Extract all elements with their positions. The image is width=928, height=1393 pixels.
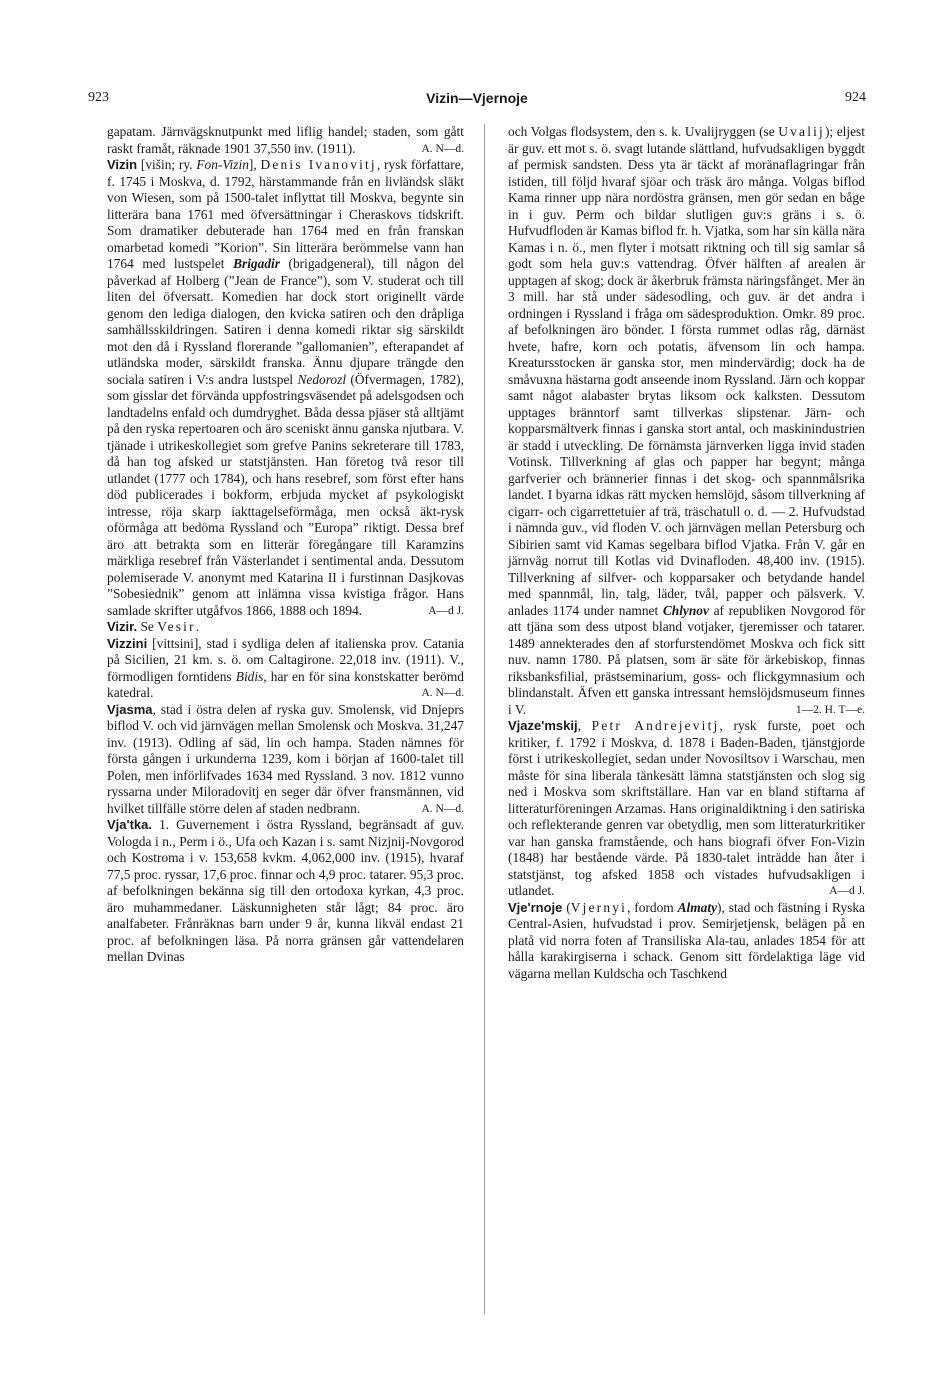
entry-continuation: gapatam. Järnvägsknutpunkt med liflig handel; staden, som gått raskt framåt, räknade 1901 37,550 inv. (1911). A. N—d. [107,124,464,156]
headword: Vje'rnoje [508,899,563,915]
entry-vjatka-continued: och Volgas flodsystem, den s. k. Uvalijryggen (se Uvalij); eljest är guv. ett mot s. ö. svagt lutande slättland, hufvudsakligen byggdt af permisk sandsten. Dess yta är täckt af moränaflagringar från istiden, till följd hvaraf sjöar och träsk äro många. Volgas biflod Kama rinner upp nära nordöstra gränsen, men gör sedan en båge in i guv. Perm och bildar slutligen guv:s gräns i s. ö. Hufvudfloden är Kamas biflod fr. h. Vjatka, som har sin källa nära Kamas i n. ö., men flyter i motsatt riktning och till sig samlar så godt som hela guv:s vattendrag. Öfver hälften af arealen är upptagen af skog; dock är åkerbruk främsta näringsfånget. Mer än 3 mill. har stå under sädesodling, och guv. är det andra i ordningen i Ryssland i fråga om sädesproduktion. Omkr. 89 proc. af befolkningen äro bönder. I första rummet odlas råg, därnäst hvete, hafre, korn och potatis, äfvensom lin och hampa. Kreatursstocken är ganska stor, men mindervärdig; dock ha de småvuxna hästarna godt anseende inom Ryssland. Järn och koppar samt något alabaster brytas liksom ock kalksten. Dessutom upptages bränntorf samt tillverkas slipstenar. Järn- och kopparsmältverk finnas i ganska stort antal, och maskinindustrien är stadd i utveckling. De förnämsta järnverken ligga invid staden Votinsk. Tillverkning af glas och papper har begynt; många garfverier och brännerier finnas i det skog- och spannmålsrika landet. I byarna idkas rätt mycken hemslöjd, såsom tillverkning af cigarr- och cigarrettetuier af trä, träschatull o. d. — 2. Hufvudstad i nämnda guv., vid floden V. och järnvägen mellan Petersburg och Sibirien samt vid Kamas segelbara biflod Vjatka. Från V. går en järnväg norrut till Kotlas vid Dvinafloden. 48,400 inv. (1915). Tillverkning af silfver- och kopparsaker och betydande handel med spannmål, lin, talg, läder, tvål, papper och pälsverk. V. anlades 1174 under namnet Chlynov af republiken Novgorod för att tjäna som dess utpost bland votjaker, tjeremisser och tatarer. 1489 annekterades den af storfurstendömet Moskva och fick sitt nuv. namn 1780. På platsen, som är säte för ärkebiskop, finnas riksbanksfilial, prästseminarium, goss- och flickgymnasium och blindanstalt. Äfven ett ganska intressant hemslöjdsmuseum finnes i V. 1—2. H. T—e. [508,124,865,717]
page-header [88,90,866,112]
entry-vjatka: Vja'tka. 1. Guvernement i östra Ryssland, begränsadt af guv. Vologda i n., Perm i ö., Ufa och Kazan i s. samt Nizjnij-Novgorod och Kostroma i v. 153,658 kvkm. 4,062,000 inv. (1915), hvaraf 77,5 proc. ryssar, 17,6 proc. finnar och 4,9 proc. tatarer. 95,3 proc. af befolkningen bekänna sig till den ortodoxa kyrkan, 4,3 proc. äro muhammedaner. Läskunnigheten står lågt; 84 proc. äro analfabeter. Frånräknas barn under 9 år, kunna likväl endast 21 proc. af befolkningen läsa. På norra gränsen går vattendelaren mellan Dvinas [107,817,464,964]
author-signature: A. N—d. [421,802,464,815]
column-divider [484,124,485,1314]
left-column [107,124,464,966]
entry-vizir: Vizir. Se Vesir. [107,619,200,634]
page-number-left: 923 [88,90,109,105]
author-signature: A. N—d. [421,142,464,155]
page-number-right: 924 [845,90,866,105]
entry-vjazemskij: Vjaze'mskij, Petr Andrejevitj, rysk furste, poet och kritiker, f. 1792 i Moskva, d. 1878 i Baden-Baden, tjänstgjorde först i utrikeskollegiet, sedan under Novosiltsov i Warschau, men måste för sina liberala tänkesätt lämna statstjänsten och slog sig ned i Moskva som skriftställare. Han var en bland stiftarna af litteraturföreningen Arzamas. Hans originaldiktning i den satiriska och reflekterande genren var obetydlig, men som litteraturkritiker var han ganska framstående, och hans biografi öfver Fon-Vizin (1848) har bestående värde. På 1830-talet inträdde han åter i statstjänst, tog afsked 1858 och vistades hufvudsakligen i utlandet. A—d J. [508,718,865,898]
headword: Vjaze'mskij [508,718,578,733]
entry-vjernoje: Vje'rnoje (Vjernyi, fordom Almaty), stad och fästning i Ryska Central-Asien, hufvudstad i prov. Semirjetjensk, belägen på en platå vid norra foten af Transiliska Ala-tau, anlades 1854 för att hålla karakirgiserna i schack. Genom sitt fördelaktiga läge vid vägarna mellan Kuldscha och Taschkend [508,899,865,981]
entry-vizzini: Vizzini [vittsini], stad i sydliga delen af italienska prov. Catania på Sicilien, 21 km. s. ö. om Caltagirone. 22,018 inv. (1911). V., förmodligen forntidens Bidis, har en för sina konstskatter berömd katedral. A. N—d. [107,635,464,700]
headword: Vjasma [107,701,153,717]
author-signature: A—d J. [829,885,865,897]
author-signature: 1—2. H. T—e. [795,703,865,716]
entry-vizin: Vizin [višin; ry. Fon-Vizin], Denis Ivanovitj, rysk författare, f. 1745 i Moskva, d. 1792, härstammande från en livländsk släkt von Wiesen, som på 1500-talet inflyttat till Moskva, begynte sin litterära bana 1761 med öfversättningar i Cheraskovs tidskrift. Som dramatiker debuterade han 1764 med en från franskan omarbetad komedi ”Korion”. Sin litterära berömmelse vann han 1764 med lustspelet Brigadir (brigadgeneral), till någon del påverkad af Holberg (”Jean de France”), som V. studerat och till liten del öfversatt. Komedien har dock stort originellt värde genom den lediga dialogen, den kvicka satiren och den dråpliga samhällsskildringen. Satiren i denna komedi riktar sig särskildt mot den då i Ryssland florerande ”gallomanien”, efterapandet af utländska moder, särskildt franska. Ännu djupare trängde den sociala satiren i V:s andra lustspel Nedorozl (Öfvermagen, 1782), som gisslar det förvända uppfostringsväsendet på adelsgodsen och landtadelns enfald och dumdryghet. Båda dessa pjäser stå alltjämt på den ryska repertoaren och äro sceniskt ännu ganska njutbara. V. tjänade i utrikeskollegiet som grefve Panins sekreterare till 1783, då han tog afsked ur statstjänsten. Han företog två resor till utlandet (1777 och 1784), och hans resebref, som först efter hans död publicerades i bokform, erbjuda mycket af psykologiskt intresse, röja skarp iakttagelseförmåga, men också äkt-rysk oförmåga att bedöma Ryssland och ”Europa” riktigt. Dessa bref äro att betrakta som en litterär föregångare till Karamzins märkliga resebref från Västerlandet i sentimental anda. Dessutom polemiserade V. anonymt med Katarina II i furstinnan Dasjkovas ”Sobesiednik” genom att inlämna vissa kvistiga frågor. Hans samlade skrifter utgåfvos 1866, 1888 och 1894. A—d J. [107,157,464,618]
running-title: Vizin—Vjernoje [426,90,528,106]
entry-vjasma: Vjasma, stad i östra delen af ryska guv. Smolensk, vid Dnjeprs biflod V. och vid järnvägen mellan Smolensk och Moskva. 31,247 inv. (1913). Odling af säd, lin och hampa. Staden nämnes för första gången i urkunderna 1239, kom i början af 1600-talet till Polen, men införlifvades 1634 med Ryssland. 3 nov. 1812 vunno ryssarna under Miloradovitj en seger där öfver fransmännen, vid hvilket tillfälle större delen af staden nedbrann. A. N—d. [107,701,464,816]
right-column [508,124,865,982]
headword: Vja'tka. [107,817,153,832]
headword: Vizin [107,157,138,172]
cross-reference: Vesir [157,619,196,634]
author-signature: A. N—d. [421,687,464,699]
author-signature: A—d J. [428,604,464,617]
headword: Vizir. [107,619,138,634]
headword: Vizzini [107,635,148,651]
